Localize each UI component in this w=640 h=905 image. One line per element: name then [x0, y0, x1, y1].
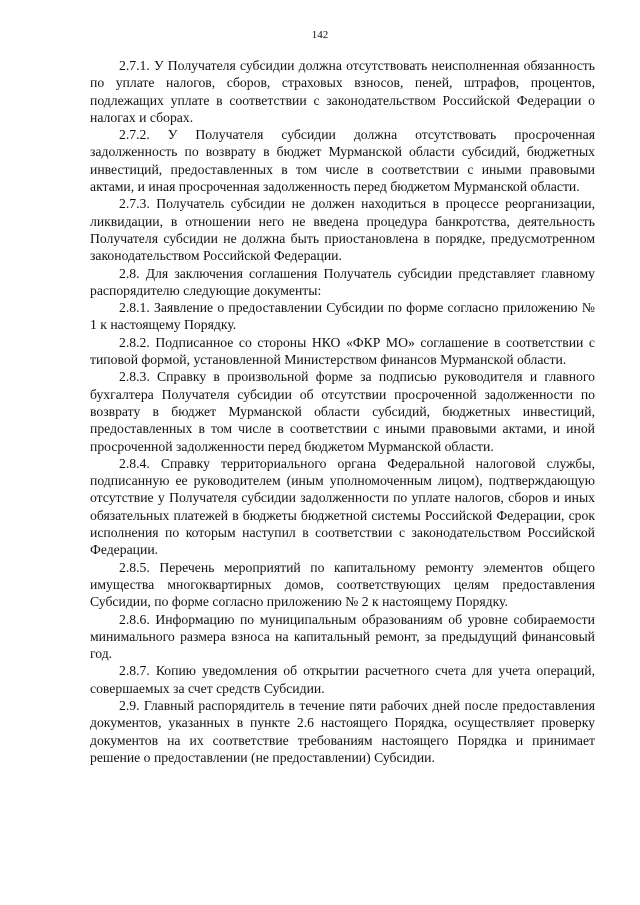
- paragraph-2-8-1: 2.8.1. Заявление о предоставлении Субсидии по форме согласно приложению № 1 к настоящему Порядку.: [90, 300, 595, 333]
- paragraph-2-8-6: 2.8.6. Информацию по муниципальным образованиям об уровне собираемости минимального размера взноса на капитальный ремонт, за предыдущий финансовый год.: [90, 611, 595, 662]
- paragraph-2-8-2: 2.8.2. Подписанное со стороны НКО «ФКР МО» соглашение в соответствии с типовой формой, установленной Министерством финансов Мурманской области.: [90, 334, 595, 368]
- document-body: [90, 57, 595, 766]
- paragraph-2-8-3: 2.8.3. Справку в произвольной форме за подписью руководителя и главного бухгалтера Получателя субсидии об отсутствии просроченной задолженности по возврату в бюджет Мурманской области субсидий, бюджетных инвестиций, предоставленных в том числе в соответствии с иными правовыми актами, и иной просроченной задолженности перед бюджетом Мурманской области.: [90, 369, 595, 454]
- page-number: 142: [311, 29, 329, 41]
- paragraph-2-8: 2.8. Для заключения соглашения Получатель субсидии представляет главному распорядителю следующие документы:: [90, 265, 595, 298]
- paragraph-2-9: 2.9. Главный распорядитель в течение пяти рабочих дней после предоставления документов, указанных в пункте 2.6 настоящего Порядка, осуществляет проверку документов на их соответствие требованиям настоящего Порядка и принимает решение о предоставлении (не предоставлении) Субсидии.: [90, 697, 595, 765]
- paragraph-2-7-3: 2.7.3. Получатель субсидии не должен находиться в процессе реорганизации, ликвидации, в отношении него не введена процедура банкротства, деятельность Получателя субсидии не должна быть приостановлена в порядке, предусмотренном законодательством Российской Федерации.: [90, 196, 595, 264]
- paragraph-2-8-4: 2.8.4. Справку территориального органа Федеральной налоговой службы, подписанную ее руководителем (иным уполномоченным лицом), подтверждающую отсутствие у Получателя субсидии задолженности по уплате налогов, сборов и иных обязательных платежей в бюджеты бюджетной системы Российской Федерации, срок исполнения по которым наступил в соответствии с законодательством Российской Федерации.: [90, 455, 595, 558]
- paragraph-2-8-5: 2.8.5. Перечень мероприятий по капитальному ремонту элементов общего имущества многоквартирных домов, соответствующих целям предоставления Субсидии, по форме согласно приложению № 2 к настоящему Порядку.: [90, 559, 595, 610]
- paragraph-2-8-7: 2.8.7. Копию уведомления об открытии расчетного счета для учета операций, совершаемых за счет средств Субсидии.: [90, 663, 595, 696]
- paragraph-2-7-2: 2.7.2. У Получателя субсидии должна отсутствовать просроченная задолженность по возврату в бюджет Мурманской области субсидий, бюджетных инвестиций, предоставленных в том числе в соответствии с иными правовыми актами, и иная просроченная задолженность перед бюджетом Мурманской области.: [90, 127, 595, 195]
- paragraph-2-7-1: 2.7.1. У Получателя субсидии должна отсутствовать неисполненная обязанность по уплате налогов, сборов, страховых взносов, пеней, штрафов, процентов, подлежащих уплате в соответствии с законодательством Российской Федерации о налогах и сборах.: [90, 58, 595, 125]
